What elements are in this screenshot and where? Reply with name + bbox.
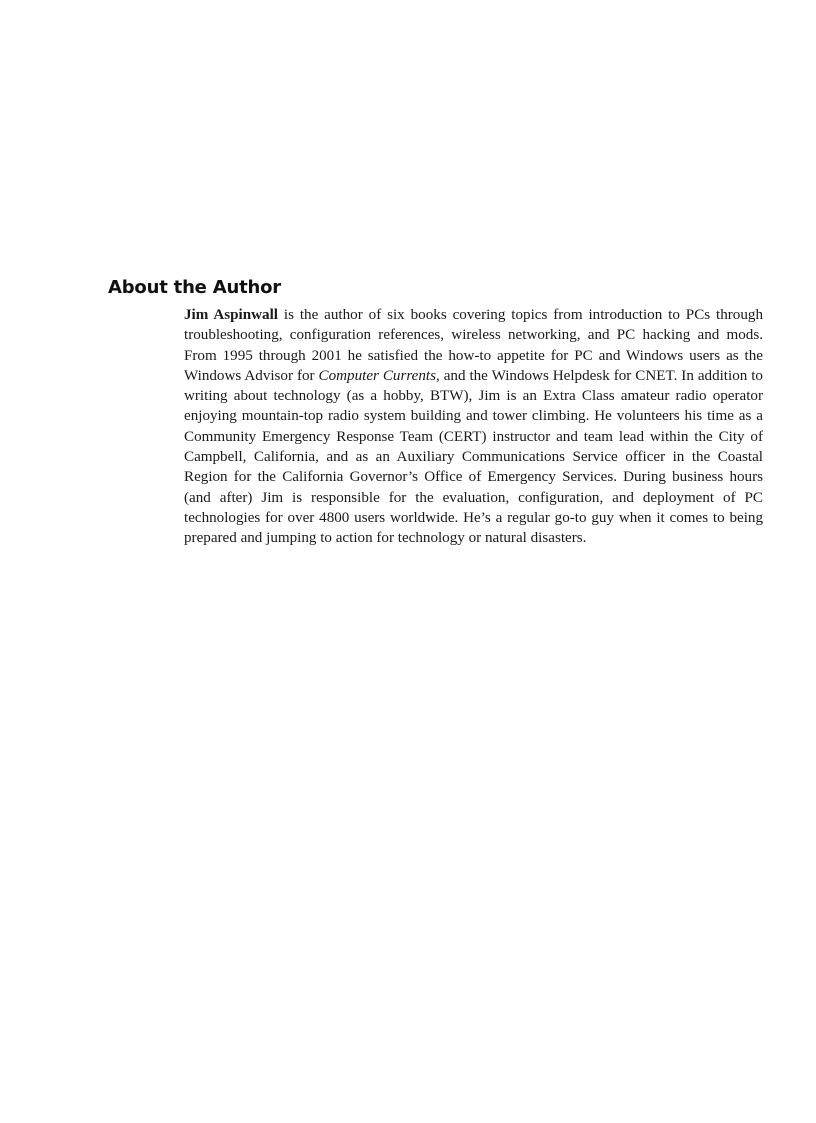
publication-title: Computer Currents [318,367,436,384]
author-bio-paragraph [184,305,763,549]
author-name: Jim Aspinwall [184,307,278,323]
bio-text-part-1: is the author of six books covering topics from introduction to PCs through troubleshooting, configuration references, wireless networking, and PC hacking and mods. From 1995 through 2001 he satisfied the how-to appetite for PC and Windows users as the Windows Advisor for [184,307,763,384]
section-heading: About the Author [108,277,281,298]
bio-text-part-2: , and the Windows Helpdesk for CNET. In addition to writing about technology (as a hobby, BTW), Jim is an Extra Class amateur radio operator enjoying mountain-top radio system building and tower climbing. He volunteers his time as a Community Emergency Response Team (CERT) instructor and team lead within the City of Campbell, California, and as an Auxiliary Communications Service officer in the Coastal Region for the California Governor’s Office of Emergency Services. During business hours (and after) Jim is responsible for the evaluation, configuration, and deployment of PC technologies for over 4800 users worldwide. He’s a regular go-to guy when it comes to being prepared and jumping to action for technology or natural disasters. [184,367,763,547]
